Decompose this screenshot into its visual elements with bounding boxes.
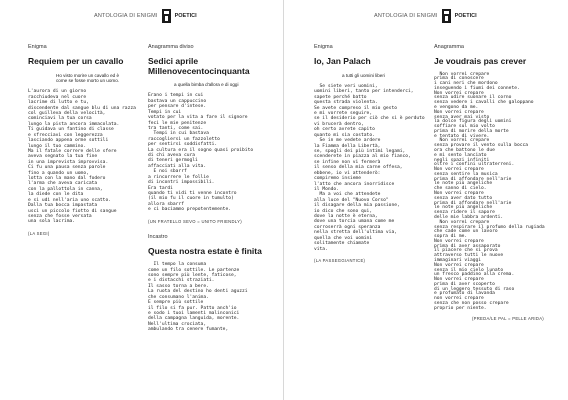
- column-je-voudrais: [434, 44, 552, 321]
- publisher-logo-icon: [442, 9, 451, 23]
- poem-author: (LA PASSEGGIANTICE): [314, 257, 366, 263]
- genre-label: Enigma: [28, 44, 47, 50]
- running-title: ANTOLOGIA DI ENIGMI: [94, 13, 158, 19]
- poem-title: Questa nostra estate è finita: [148, 245, 262, 256]
- poem-body: Il tempo la consuma come un filo sottile. Le partenze sono sempre più lente, faticose, e i distacchi straziati. Il sasso torna a bere. La ruota del destino ho denti aguzzi che consumano l'anima. E sempre più sottile il filo si fa pur. Patto anch'io e sodo i tuoi lamenti malinconici della campagna languida, morente. Nell'ultima crociata, ambulando tra cenere fumante,: [148, 262, 248, 333]
- genre-label: Anagramma: [434, 44, 464, 50]
- poem-body: Non vorrei crepare prima di conoscere i cani neri che mordono inseguendo i fiumi dei connete. Non vorrei crepare senza udire suonare il corno senza vedere i cavalli che galoppano e vengono da me. Non vorrei crepare senza aver mai visto la dolce figura degli uomini soffiare sul mio volto prima di morire della morte e tentato di vivere. Non vorrei crepare senza provare il vento sulla bocca ora che battono le due e mi sento lanciato negli spazi infiniti oltre i confini ultraterreni. Non vorrei crepare senza sentire la musica prima di affondare nell'arie le note più angeliche che sanno di cielo. Non vorrei crepare senza aver dato tutto prima di affondare nell'arie le note più angeliche senza ridere il sapore delle mie labbra ardenti. Non vorrei crepare senza respirare il profumo della rugiada che cade come un lavoro sopra di me. Non vorrei crepare prima di aver assaporato il piacere che si prova attraverso tutti le nuove immaginari viaggi Non vorrei crepare senza il mio cielo lunato un fresco paddino alla crema. Non vorrei crepare prima di aver scoperto di un leggero tessuto di raso e profumato di lavanda non vorrei crepare senza che non posso crepare proprio per niente.: [434, 71, 545, 311]
- poem-dedication: a tutti gli uomini liberi: [342, 72, 385, 78]
- poem-author: (UN FRATELLO SEVO = UNITO FRIENDLY): [148, 218, 242, 224]
- right-page: [284, 0, 568, 400]
- genre-label: Anagramma diviso: [148, 44, 194, 50]
- poem-body: Se siete veri uomini, uomini liberi, tanto per intenderci, sapete perché batto questa strada violenta. Se avete compreso il mio gesto e mi vorrete seguire, se il desiderio per ciò che si è perduto vi brucerà dentro, oh certo avrete capito quanto mi sia costato. Se in me vedete ardere la Fiamma della Libertà, se, spogli dei più intimi legami, scenderete in piazza al mio fianco, se infine non vi fermerà il senso della mia carne offesa, ebbene, io vi attenderò: compiremo insieme l'atto che ancora inorridisce il Mondo. Ma a voi che attendete alla luce del "Nuovo Corso" il disagare della mia passione, io dico che sono qui, dove la notte è eterna, dove una torcia umana come me corroserrà ogni speranza nella stretta dell'ultima via, quella che voi uomini solitamente chiamate vita.: [314, 83, 425, 252]
- genre-label: Incastro: [148, 233, 168, 240]
- genre-label: Enigma: [314, 44, 333, 50]
- column-requiem: [28, 44, 146, 236]
- column-jan-palach: [314, 44, 432, 263]
- poem-author: (PREDA/LE PAL = PELLE ARIDA): [471, 315, 544, 321]
- page-header: [94, 5, 197, 27]
- poem-title: Sedici aprile Millenovecentocinquanta: [148, 56, 250, 76]
- column-sedici-aprile: [148, 44, 266, 333]
- publisher-logo-icon: [162, 9, 171, 23]
- poem-title: Je voudrais pas crever: [434, 56, 527, 66]
- section-title: POETICI: [174, 13, 197, 19]
- section-title: POETICI: [454, 13, 477, 19]
- poem-body: L'aurora di un giorno racchiudeva nel cuore lacrime di lutto e tu, discendente dal sangue blu di una razza col guilleva della velocità, cominciavi la tua corsa lungo la pista ancora immacolata. Ti guidava un fantino di classe e sfrecciavi con leggerezza lasciando appena orme sottili lungo il tuo cammino. Ma il fatale correre delle sfere aveva segnato la tua fine in una imprevista improvvisa. Ci fu una pausa senza parole fino a quando un uomo, lotta con la mano dal fodero l'arma che aveva caricata con la pallottola in canna, la diede con le dita e si udì nell'aria uno scatto. Dalla tua bocca impastata usci un piccolo fiotto di sangue senza che fosse versata una sola lacrima.: [28, 89, 136, 225]
- poem-dedication: Ho visto morire un cavallo ed è come se fosse morto un uomo.: [56, 72, 120, 83]
- poem-title: Io, Jan Palach: [314, 56, 371, 66]
- poem-author: (LA SEGI): [28, 230, 50, 236]
- page-header: [374, 5, 477, 27]
- poem-title: Requiem per un cavallo: [28, 56, 124, 66]
- poem-dedication: a quella bimba d'allora e di oggi: [174, 82, 239, 87]
- poem-body: Erano i tempi in cui bastava un cappuccino per pensare d'intese. Tempi in cui votato per la vita a fare il signore feci le mie penitenze tra tanti, come sai. Tempi in cui bastava raccogliersi un fazzoletto per sentirsi soddisfatti. La cultura era il sogno quasi proibito di chi aveva cura di teneri germogli affacciati alla vita. E noi sbarrf a rincorrere le follie di incontri impossibili. Era tardi quando ti vidi ti venne incontro (il mio fu il cuore in tumulto) allora sbarrf e ci baciammo prepotentemente.: [148, 93, 254, 213]
- running-title: ANTOLOGIA DI ENIGMI: [374, 13, 438, 19]
